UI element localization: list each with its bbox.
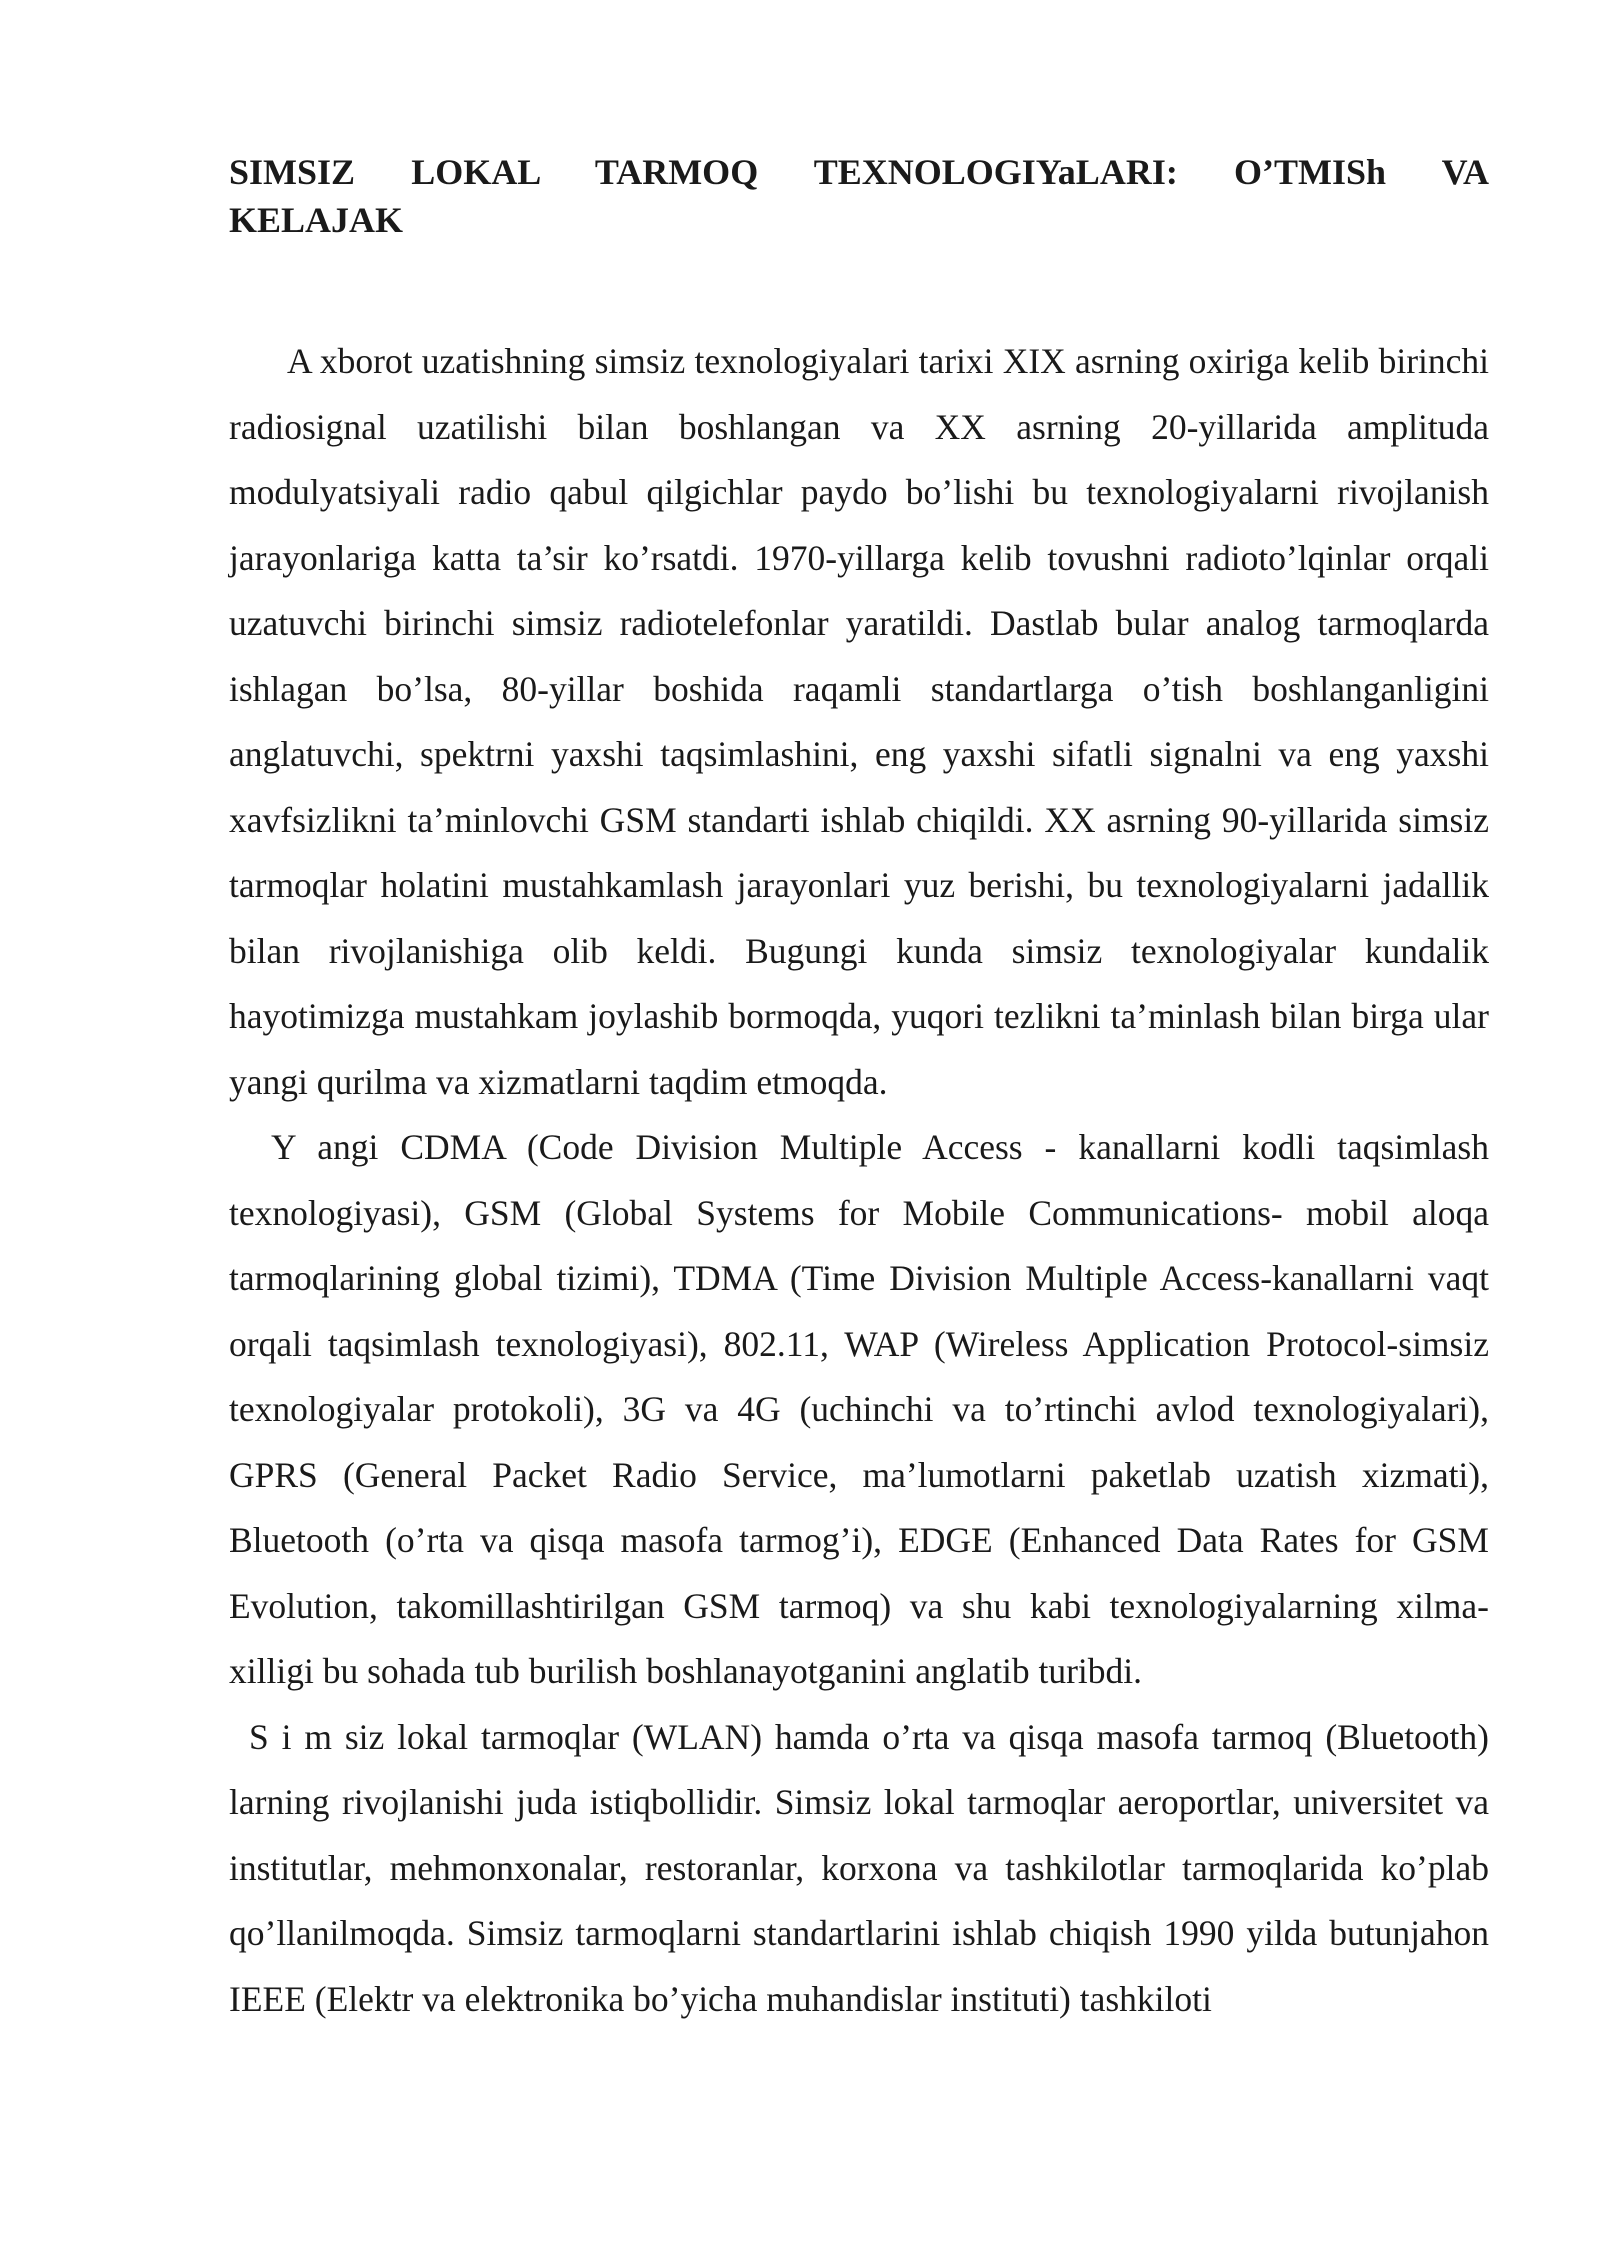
paragraph-wlan-development: S i m siz lokal tarmoqlar (WLAN) hamda o’rta va qisqa masofa tarmoq (Bluetooth) larning rivojlanishi juda istiqbollidir. Simsiz lokal tarmoqlar aeroportlar, universitet va institutlar, mehmonxonalar, restoranlar, korxona va tashkilotlar tarmoqlarida ko’plab qo’llanilmoqda. Simsiz tarmoqlarni standartlarini ishlab chiqish 1990 yilda butunjahon IEEE (Elektr va elektronika bo’yicha muhandislar instituti) tashkiloti [229, 1716, 1489, 2019]
paragraph-wireless-history: A xborot uzatishning simsiz texnologiyalari tarixi XIX asrning oxiriga kelib birinchi radiosignal uzatilishi bilan boshlangan va XX asrning 20-yillarida amplituda modulyatsiyali radio qabul qilgichlar paydo bo’lishi bu texnologiyalarni rivojlanish jarayonlariga katta ta’sir ko’rsatdi. 1970-yillarga kelib tovushni radioto’lqinlar orqali uzatuvchi birinchi simsiz radiotelefonlar yaratildi. Dastlab bular analog tarmoqlarda ishlagan bo’lsa, 80-yillar boshida raqamli standartlarga o’tish boshlanganligini anglatuvchi, spektrni yaxshi taqsimlashini, eng yaxshi sifatli signalni va eng yaxshi xavfsizlikni ta’minlovchi GSM standarti ishlab chiqildi. XX asrning 90-yillarida simsiz tarmoqlar holatini mustahkamlash jarayonlari yuz berishi, bu texnologiyalarni jadallik bilan rivojlanishiga olib keldi. Bugungi kunda simsiz texnologiyalar kundalik hayotimizga mustahkam joylashib bormoqda, yuqori tezlikni ta’minlash bilan birga ular yangi qurilma va xizmatlarni taqdim etmoqda. [229, 341, 1489, 1102]
paragraph-wireless-standards: Y angi CDMA (Code Division Multiple Access - kanallarni kodli taqsimlash texnologiyasi), GSM (Global Systems for Mobile Communications- mobil aloqa tarmoqlarining global tizimi), TDMA (Time Division Multiple Access-kanallarni vaqt orqali taqsimlash texnologiyasi), 802.11, WAP (Wireless Application Protocol-simsiz texnologiyalar protokoli), 3G va 4G (uchinchi va to’rtinchi avlod texnologiyalari), GPRS (General Packet Radio Service, ma’lumotlarni paketlab uzatish xizmati), Bluetooth (o’rta va qisqa masofa tarmog’i), EDGE (Enhanced Data Rates for GSM Evolution, takomillashtirilgan GSM tarmoq) va shu kabi texnologiyalarning xilma-xilligi bu sohada tub burilish boshlanayotganini anglatib turibdi. [229, 1127, 1489, 1691]
document-page [229, 148, 1489, 2032]
document-body [229, 329, 1489, 2032]
document-title: SIMSIZ LOKAL TARMOQ TEXNOLOGIYaLARI: O’TMISh VA KELAJAK [229, 152, 1489, 240]
